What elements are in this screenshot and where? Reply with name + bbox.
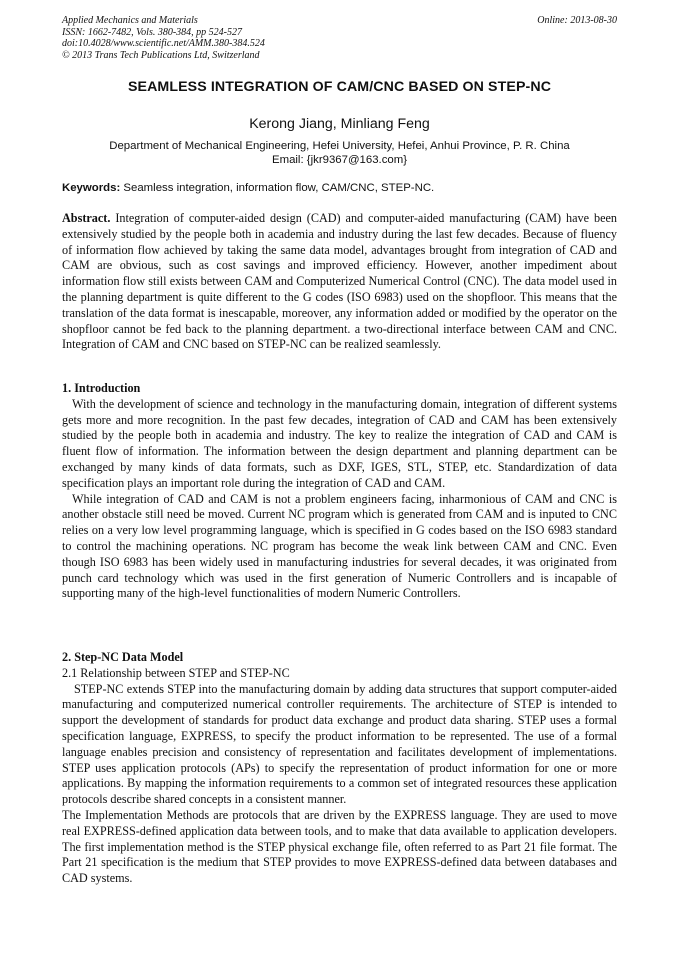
abstract (62, 211, 617, 353)
affiliation: Department of Mechanical Engineering, Hefei University, Hefei, Anhui Province, P. R. China (109, 140, 570, 152)
intro-paragraph: While integration of CAD and CAM is not a problem engineers facing, inharmonious of CAM and CNC is another obstacle still need be moved. Current NC program which is generated from CAM and is inputed to CNC relies on a very low level programming language, which is specified in G codes based on the ISO 6983 standard to control the machining operations. NC program has become the weak link between CAM and CNC. Even though ISO 6983 has been widely used in manufacturing industries for several decades, it was originated from punch card technology which was used in the first generation of Numeric Controllers and is incapable of supporting many of the high-level functionalities of modern Numeric Controllers. (62, 491, 617, 601)
keywords (62, 182, 617, 194)
journal-header (62, 15, 617, 61)
affiliation-block (62, 139, 617, 167)
step-nc-section (62, 650, 617, 887)
email: Email: {jkr9367@163.com} (271, 154, 408, 166)
online-date: Online: 2013-08-30 (537, 15, 617, 26)
abstract-text: Integration of computer-aided design (CAD) and computer-aided manufacturing (CAM) have been extensively studied by the people both in academia and industry during the last few decades. Because of fluency of information flow achieved by taking the same data model, advantages brought from integration of CAD and CAM are obvious, such as cost savings and improved efficiency. However, another impediment about information flow still exists between CAM and Computerized Numerical Control (CNC). The data model used in the planning department is quite different to the G codes (ISO 6983) used on the shopfloor. This means that the translation of the data format is inescapable, moreover, any information added or modified by the operator on the shopfloor cannot be fed back to the planning department. a two-directional interface between CAM and CNC. Integration of CAM and CNC based on STEP-NC can be realized seamlessly. (62, 211, 618, 352)
doi-line: doi:10.4028/www.scientific.net/AMM.380-384.524 (62, 38, 265, 49)
intro-paragraph: With the development of science and technology in the manufacturing domain, integration of different systems gets more and more recognition. In the past few decades, integration of CAD and CAM has been extensively studied by the people both in academia and industry. The key to realize the integration of CAD and CAM is fluent flow of information. The information between the design department and planning department can be exchanged by many kinds of data formats, such as DXF, IGES, STL, STEP, etc. Standardization of data specification plays an important role during the integration of CAD and CAM. (62, 396, 617, 490)
paper-title: SEAMLESS INTEGRATION OF CAM/CNC BASED ON STEP-NC (127, 79, 552, 95)
section-heading-introduction: 1. Introduction (62, 381, 141, 395)
step-paragraph: STEP-NC extends STEP into the manufacturing domain by adding data structures that support computer-aided manufacturing and computerized numerical controller requirements. The architecture of STEP is intended to support the development of standards for product data exchange and product data sharing. STEP uses a formal specification language, EXPRESS, to specify the product information to be represented. The use of a formal language enables precision and consistency of representation and facilitates development of implementations. STEP uses application protocols (APs) to specify the representation of product information for one or more applications. By mapping the information requirements to a common set of integrated resources these application protocols describe shared concepts in a consistent manner. (62, 681, 617, 807)
keywords-label: Keywords: (62, 182, 121, 194)
keywords-text: Seamless integration, information flow, CAM/CNC, STEP-NC. (123, 182, 435, 194)
subsection-heading: 2.1 Relationship between STEP and STEP-NC (62, 665, 290, 680)
journal-name: Applied Mechanics and Materials (62, 15, 198, 26)
authors: Kerong Jiang, Minliang Feng (249, 116, 430, 132)
abstract-label: Abstract. (62, 211, 111, 225)
copyright-line: © 2013 Trans Tech Publications Ltd, Switzerland (62, 49, 260, 61)
section-heading-step-nc: 2. Step-NC Data Model (62, 650, 184, 664)
introduction-section (62, 381, 617, 602)
issn-line: ISSN: 1662-7482, Vols. 380-384, pp 524-527 (62, 26, 242, 38)
step-paragraph: The Implementation Methods are protocols that are driven by the EXPRESS language. They are used to move real EXPRESS-defined application data between tools, and to make that data available to application developers. The first implementation method is the STEP physical exchange file, often referred to as Part 21 file format. The Part 21 specification is the medium that STEP provides to move EXPRESS-defined data between databases and CAD systems. (62, 807, 617, 886)
